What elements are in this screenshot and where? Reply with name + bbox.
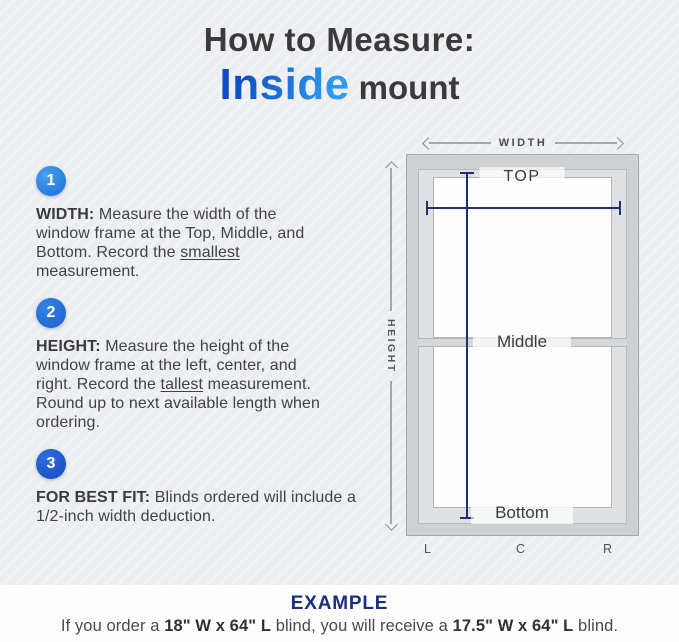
- arrow-line: [429, 142, 491, 144]
- step-1-badge: 1: [36, 166, 66, 196]
- label-right: R: [602, 542, 614, 556]
- step-2-body: Measure the height of the window frame at the left, center, and right. Record the: [36, 338, 297, 393]
- step-1-underlined-word: smallest: [180, 244, 240, 261]
- example-ordered-size: 18" W x 64" L: [164, 617, 272, 635]
- label-bottom: Bottom: [471, 502, 573, 524]
- arrow-down-icon: [385, 518, 398, 531]
- height-dimension-arrow: [384, 163, 398, 529]
- step-1-body-end: measurement.: [36, 263, 140, 280]
- measure-cap: [460, 172, 474, 174]
- step-1-body: Measure the width of the window frame at the Top, Middle, and Bottom. Record the: [36, 206, 305, 261]
- step-width: [36, 166, 381, 281]
- example-section: [0, 585, 679, 642]
- page-header: [0, 22, 679, 110]
- width-dimension-label: WIDTH: [498, 137, 548, 149]
- step-2-text: [36, 337, 328, 432]
- instruction-steps: [36, 166, 381, 543]
- label-left: L: [424, 542, 432, 556]
- window-lower-pane: [433, 346, 612, 508]
- label-top: TOP: [479, 167, 564, 187]
- step-2-underlined-word: tallest: [160, 376, 204, 393]
- step-1-label: WIDTH:: [36, 206, 95, 223]
- example-prefix: If you order a: [60, 617, 165, 635]
- page-title-highlight: Inside: [219, 60, 350, 110]
- measure-cap: [426, 201, 428, 215]
- example-suffix: blind.: [573, 617, 619, 635]
- page-title-line1: How to Measure:: [203, 21, 476, 58]
- step-height: [36, 298, 381, 432]
- page-title-line2: [0, 61, 679, 109]
- arrow-right-icon: [611, 137, 624, 150]
- arrow-left-icon: [422, 137, 435, 150]
- width-measure-line: [426, 207, 621, 209]
- height-dimension-label: HEIGHT: [385, 318, 397, 374]
- step-1-text: [36, 205, 328, 281]
- example-middle: blind, you will receive a: [271, 617, 453, 635]
- step-2-label: HEIGHT:: [36, 338, 101, 355]
- step-3-body: Blinds ordered will include a 1/2-inch width deduction.: [36, 489, 356, 525]
- step-2-body-end: measurement. Round up to next available length when ordering.: [36, 376, 321, 431]
- arrow-up-icon: [385, 161, 398, 174]
- arrow-line: [555, 142, 617, 144]
- width-dimension-arrow: [424, 136, 622, 150]
- arrow-line: [390, 381, 392, 524]
- example-received-size: 17.5" W x 64" L: [452, 617, 574, 635]
- arrow-line: [390, 168, 392, 311]
- step-2-badge: 2: [36, 298, 66, 328]
- window-upper-pane: [433, 177, 612, 338]
- label-middle: Middle: [473, 331, 571, 353]
- step-3-label: FOR BEST FIT:: [36, 489, 151, 506]
- step-3-text: [36, 488, 376, 526]
- page-title-rest: mount: [358, 69, 460, 107]
- step-best-fit: [36, 449, 381, 526]
- measure-cap: [619, 201, 621, 215]
- step-3-badge: 3: [36, 449, 66, 479]
- height-measure-line: [466, 172, 468, 519]
- example-heading: EXAMPLE: [290, 593, 389, 614]
- label-center: C: [515, 542, 527, 556]
- example-sentence: [0, 617, 679, 636]
